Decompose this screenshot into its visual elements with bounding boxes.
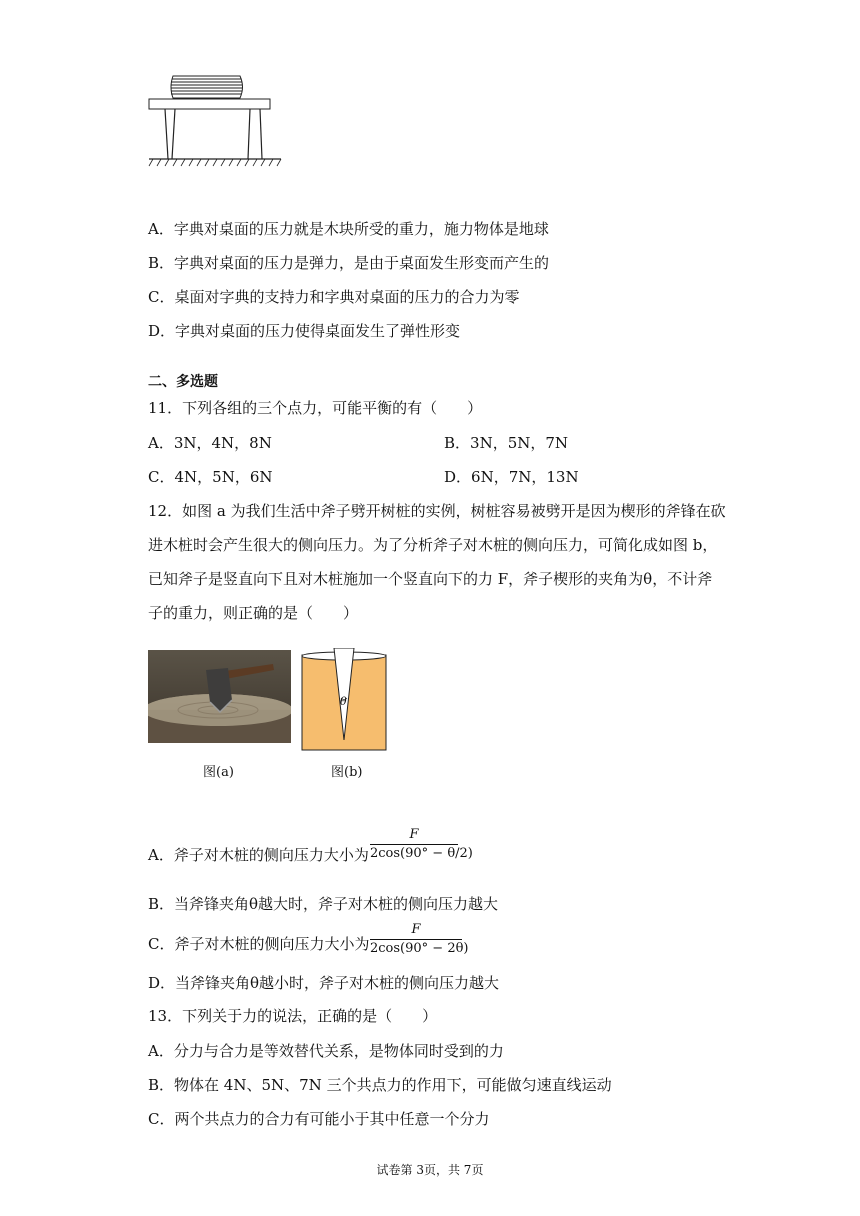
q12-option-a: A．斧子对木桩的侧向压力大小为 <box>148 846 369 864</box>
table-top <box>149 99 270 109</box>
figure-a-caption: 图(a) <box>203 765 234 780</box>
q10-option-a: A．字典对桌面的压力就是木块所受的重力，施力物体是地球 <box>148 220 549 238</box>
q10-option-d: D．字典对桌面的压力使得桌面发生了弹性形变 <box>148 322 461 340</box>
q11-option-c: C．4N，5N，6N <box>148 468 273 486</box>
q11-stem: 11．下列各组的三个点力，可能平衡的有（ ） <box>148 399 483 417</box>
book-drawing <box>171 76 243 98</box>
q12-stem-line-3: 已知斧子是竖直向下且对木桩施加一个竖直向下的力 F，斧子楔形的夹角为θ，不计斧 <box>148 570 713 588</box>
formula-c-numerator: F <box>411 922 421 937</box>
q11-option-b: B．3N，5N，7N <box>444 434 569 452</box>
formula-a-numerator: F <box>409 827 419 842</box>
q13-option-b: B．物体在 4N、5N、7N 三个共点力的作用下，可能做匀速直线运动 <box>148 1076 612 1094</box>
q11-option-a: A．3N，4N，8N <box>148 434 272 452</box>
section-title-multiple-choice: 二、多选题 <box>148 374 218 390</box>
theta-label: θ <box>340 695 347 708</box>
q12-stem-line-2: 进木桩时会产生很大的侧向压力。为了分析斧子对木桩的侧向压力，可简化成如图 b， <box>148 536 718 554</box>
q10-option-c: C．桌面对字典的支持力和字典对桌面的压力的合力为零 <box>148 288 520 306</box>
q12-stem-line-1: 12．如图 a 为我们生活中斧子劈开树桩的实例，树桩容易被劈开是因为楔形的斧锋在砍 <box>148 502 726 520</box>
book-on-table-figure <box>145 70 285 170</box>
formula-a-denominator: 2cos(90° − θ/2) <box>370 846 473 861</box>
q12-stem-line-4: 子的重力，则正确的是（ ） <box>148 604 359 622</box>
q12-option-c: C．斧子对木桩的侧向压力大小为 <box>148 935 370 953</box>
q13-option-c: C．两个共点力的合力有可能小于其中任意一个分力 <box>148 1110 490 1128</box>
q12-option-c-formula <box>370 921 469 958</box>
q12-option-d: D．当斧锋夹角θ越小时，斧子对木桩的侧向压力越大 <box>148 974 500 992</box>
formula-c-denominator: 2cos(90° − 2θ) <box>370 941 469 956</box>
axe-photo <box>148 650 291 743</box>
q11-option-d: D．6N，7N，13N <box>444 468 579 486</box>
figure-b-caption: 图(b) <box>331 765 363 780</box>
q12-option-b: B．当斧锋夹角θ越大时，斧子对木桩的侧向压力越大 <box>148 895 499 913</box>
q13-option-a: A．分力与合力是等效替代关系，是物体同时受到的力 <box>148 1042 504 1060</box>
q12-option-a-formula <box>370 826 473 863</box>
q13-stem: 13．下列关于力的说法，正确的是（ ） <box>148 1007 438 1025</box>
page-footer: 试卷第 3页，共 7页 <box>376 1163 484 1177</box>
q10-option-b: B．字典对桌面的压力是弹力，是由于桌面发生形变而产生的 <box>148 254 550 272</box>
